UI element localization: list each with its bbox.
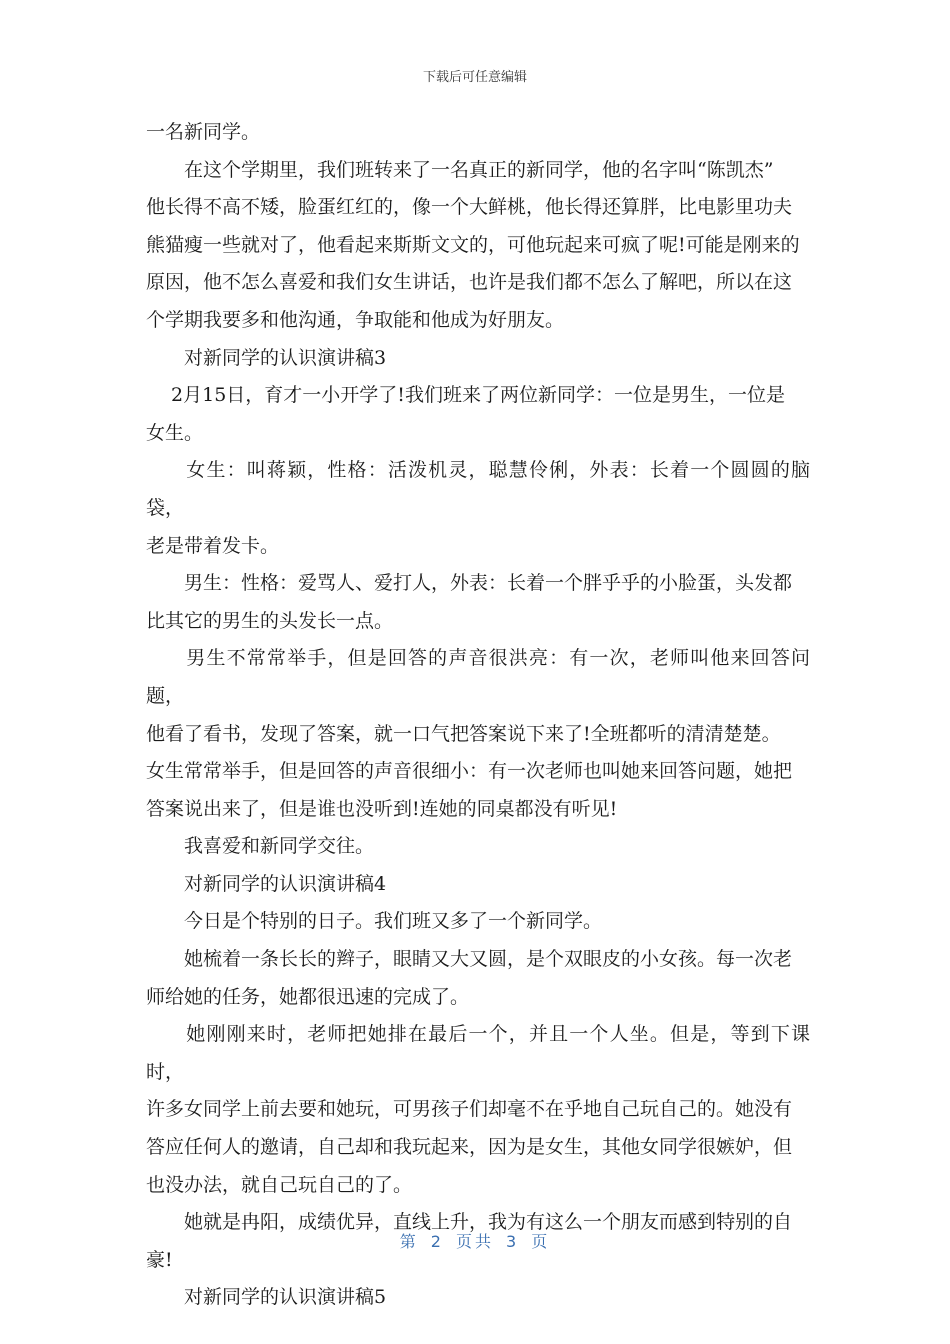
total-page-number: 3 xyxy=(506,1232,520,1251)
text-line: 女生：叫蒋颖，性格：活泼机灵，聪慧伶俐，外表：长着一个圆圆的脑袋， xyxy=(146,459,810,519)
text-line: 答案说出来了，但是谁也没听到!连她的同桌都没有听见! xyxy=(146,797,618,820)
text-line: 答应任何人的邀请，自己却和我玩起来，因为是女生，其他女同学很嫉妒，但 xyxy=(146,1136,793,1159)
text-line: 今日是个特别的日子。我们班又多了一个新同学。 xyxy=(146,910,603,933)
text-line: 在这个学期里，我们班转来了一名真正的新同学，他的名字叫“陈凯杰” xyxy=(146,158,774,181)
section-heading: 对新同学的认识演讲稿4 xyxy=(146,872,387,895)
text-line: 她刚刚来时，老师把她排在最后一个，并且一个人坐。但是，等到下课时， xyxy=(146,1023,810,1083)
text-line: 比其它的男生的头发长一点。 xyxy=(146,609,394,632)
text-line: 豪! xyxy=(146,1248,173,1271)
text-line: 她梳着一条长长的辫子，眼睛又大又圆，是个双眼皮的小女孩。每一次老 xyxy=(146,948,793,971)
text-line: 师给她的任务，她都很迅速的完成了。 xyxy=(146,985,470,1008)
text-line: 老是带着发卡。 xyxy=(146,534,280,557)
page-footer xyxy=(0,1229,950,1252)
text-line: 原因，他不怎么喜爱和我们女生讲话，也许是我们都不怎么了解吧，所以在这 xyxy=(146,271,793,294)
text-line: 2月15日，育才一小开学了!我们班来了两位新同学：一位是男生，一位是 xyxy=(146,384,785,407)
text-line: 个学期我要多和他沟通，争取能和他成为好朋友。 xyxy=(146,308,565,331)
text-line: 我喜爱和新同学交往。 xyxy=(146,835,375,858)
text-line: 一名新同学。 xyxy=(146,121,261,143)
section-heading: 对新同学的认识演讲稿3 xyxy=(146,346,387,369)
text-line: 男生：性格：爱骂人、爱打人，外表：长着一个胖乎乎的小脸蛋，头发都 xyxy=(146,572,793,595)
text-line: 她就是冉阳，成绩优异，直线上升，我为有这么一个朋友而感到特别的自 xyxy=(146,1211,793,1234)
text-line: 他看了看书，发现了答案，就一口气把答案说下来了!全班都听的清清楚楚。 xyxy=(146,722,781,745)
section-heading: 对新同学的认识演讲稿5 xyxy=(146,1286,387,1309)
text-line: 也没办法，就自己玩自己的了。 xyxy=(146,1173,413,1196)
text-line: 男生不常常举手，但是回答的声音很洪亮：有一次，老师叫他来回答问题， xyxy=(146,647,810,707)
text-line: 他长得不高不矮，脸蛋红红的，像一个大鲜桃，他长得还算胖，比电影里功夫 xyxy=(146,196,793,219)
text-line: 熊猫瘦一些就对了，他看起来斯斯文文的，可他玩起来可疯了呢!可能是刚来的 xyxy=(146,233,800,256)
footer-ye: 页 xyxy=(531,1232,551,1251)
footer-ye-gong: 页共 xyxy=(455,1232,494,1251)
text-line: 女生。 xyxy=(146,421,204,444)
text-line: 女生常常举手，但是回答的声音很细小：有一次老师也叫她来回答问题，她把 xyxy=(146,760,793,783)
current-page-number: 2 xyxy=(430,1232,444,1251)
document-body xyxy=(146,114,810,1317)
page-header: 下载后可任意编辑 xyxy=(422,70,527,85)
text-line: 许多女同学上前去要和她玩，可男孩子们却毫不在乎地自己玩自己的。她没有 xyxy=(146,1098,793,1121)
footer-di: 第 xyxy=(399,1232,419,1251)
